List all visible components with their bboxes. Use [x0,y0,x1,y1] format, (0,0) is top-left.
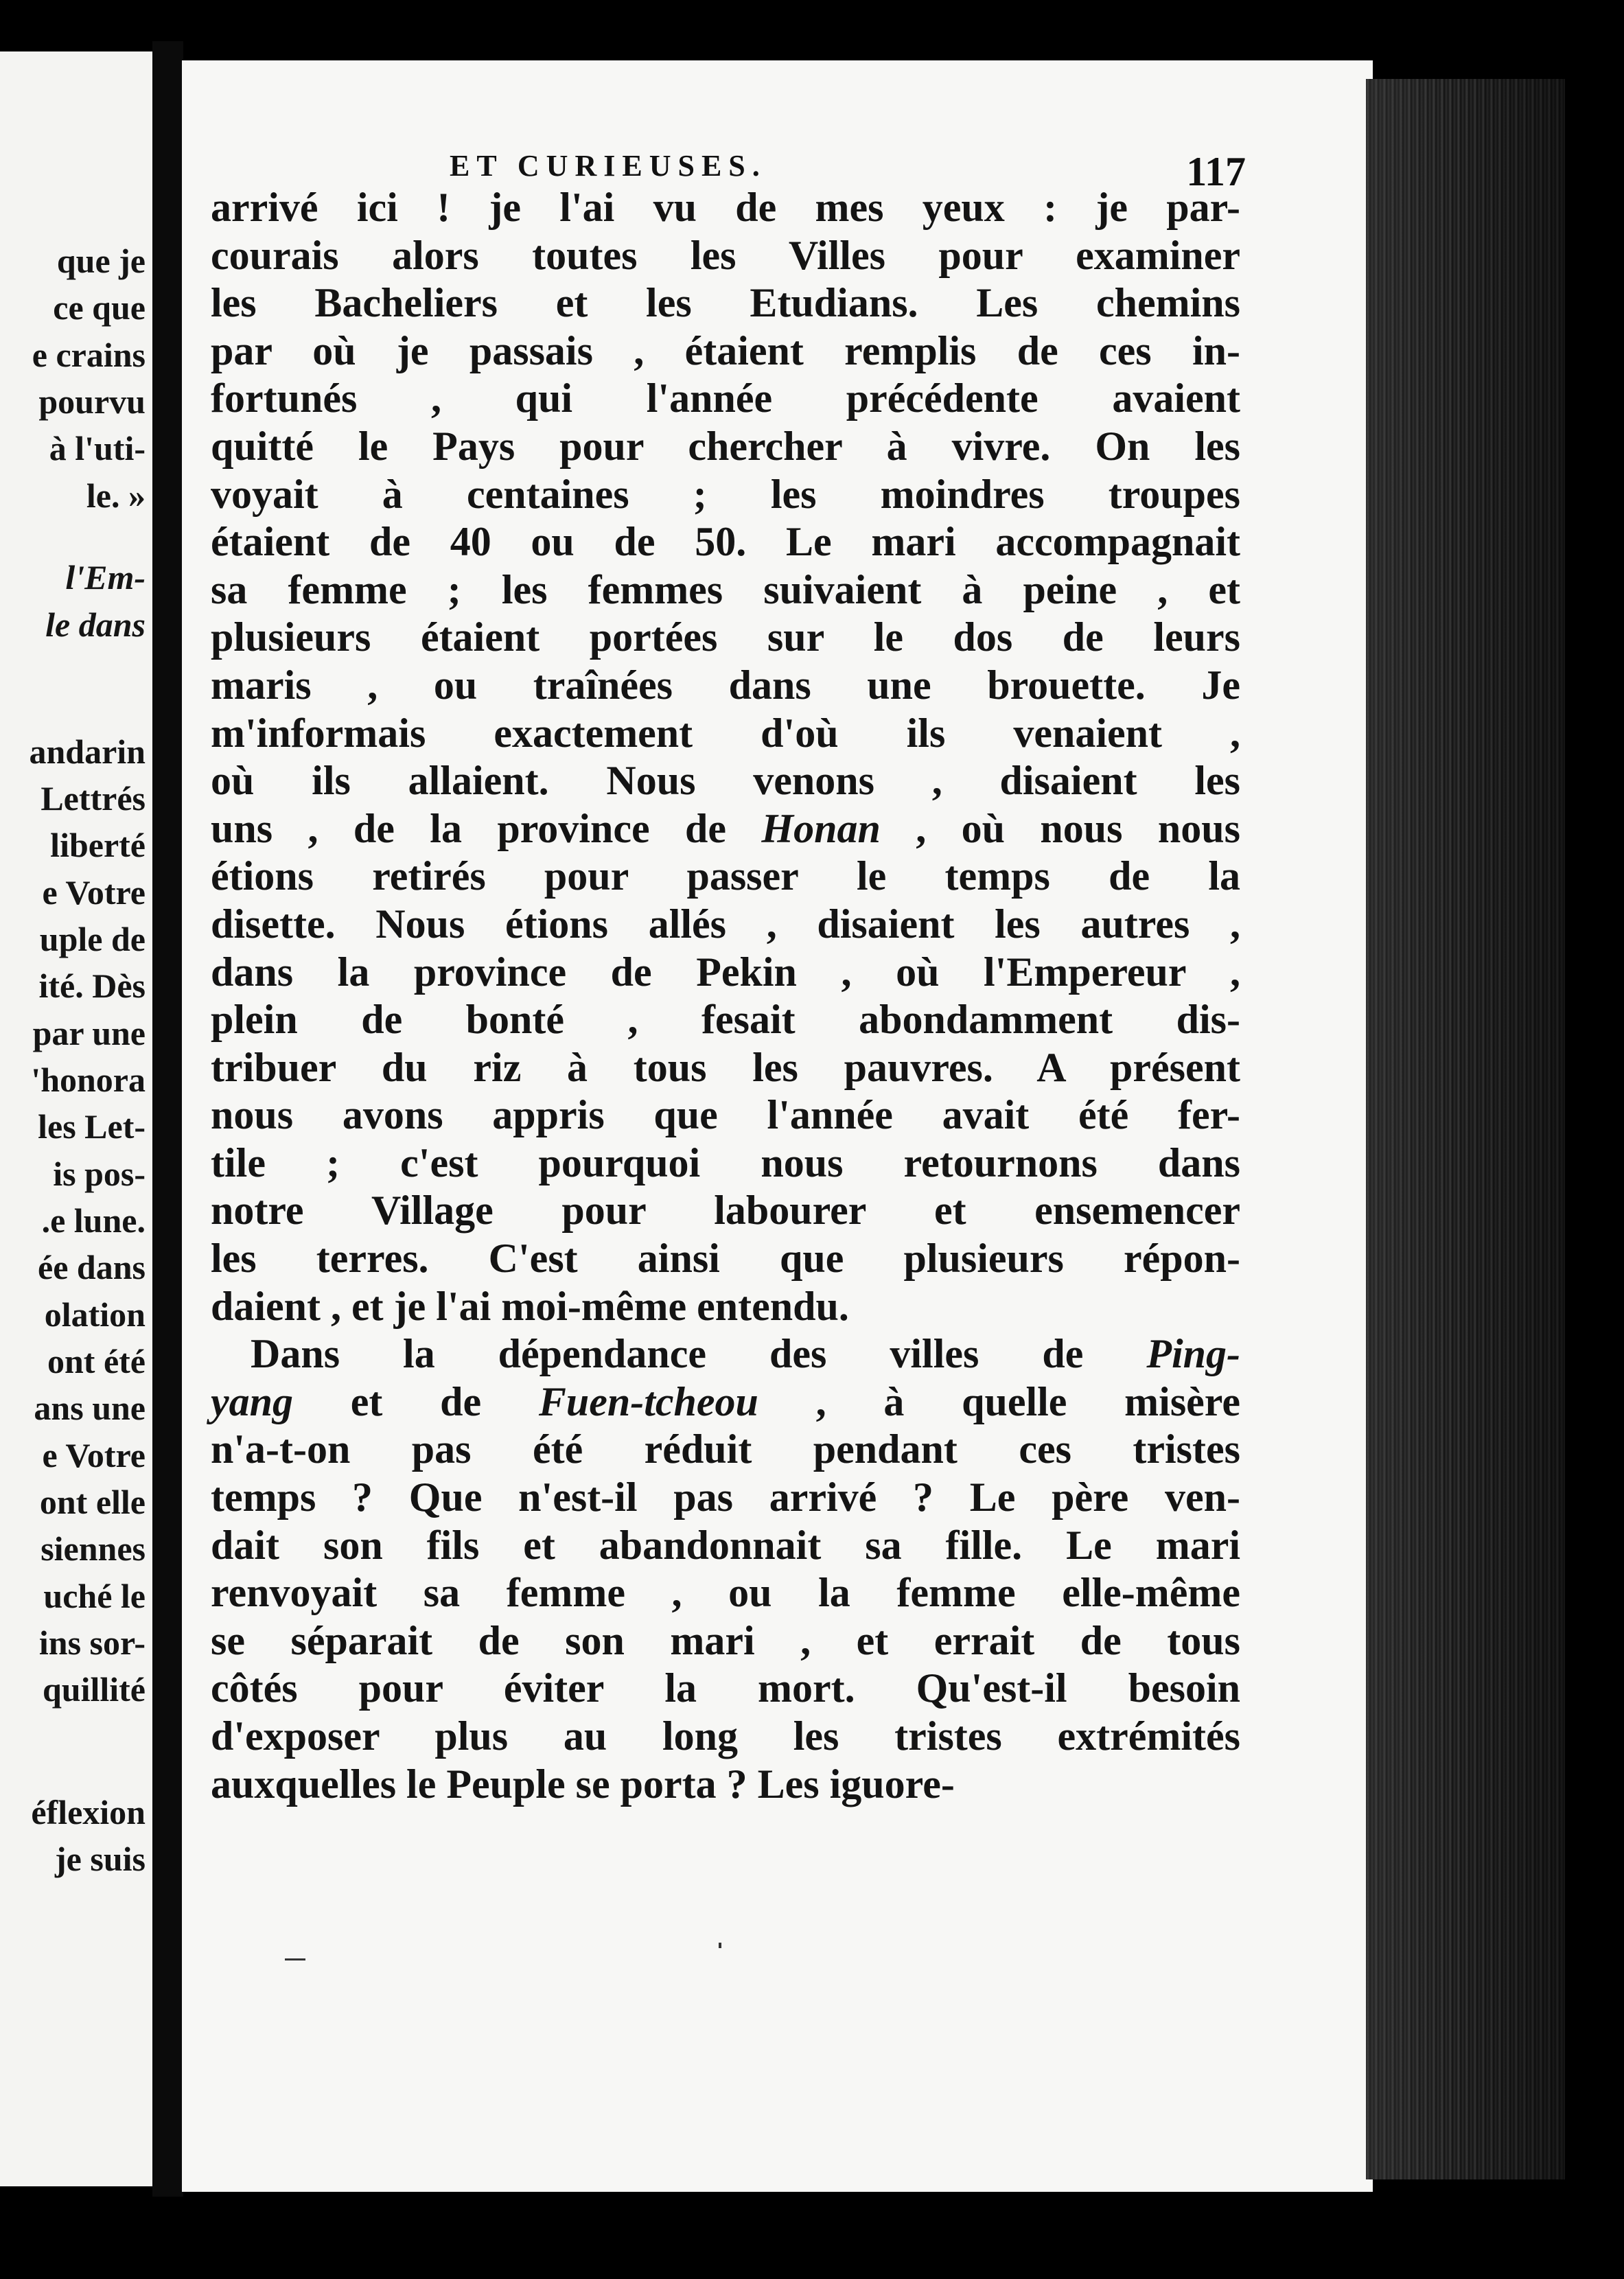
text-line [211,1283,1240,1331]
text-line [211,1617,1240,1665]
text-run: où ils allaient. Nous venons , disaient les [211,758,1240,804]
left-page-line: à l'uti- [49,429,146,467]
left-page-fragment [0,51,154,2186]
text-line [211,518,1240,566]
text-line [211,710,1240,758]
left-page-line: je suis [55,1840,146,1878]
text-line [211,1569,1240,1617]
text-line [211,662,1240,710]
ink-speck [285,1958,305,1960]
text-run: fortunés , qui l'année précédente avaient [211,375,1240,421]
italic-place-name: Ping- [1146,1331,1240,1377]
text-run: sa femme ; les femmes suivaient à peine , et [211,566,1240,612]
text-run: renvoyait sa femme , ou la femme elle-même [211,1570,1240,1616]
text-run: les Bacheliers et les Etudians. Les chemins [211,280,1240,326]
left-page-line: le dans [45,605,146,644]
text-run: , à quelle misère [758,1378,1240,1424]
book-page [182,60,1373,2192]
text-run: courais alors toutes les Villes pour examiner [211,232,1240,278]
text-line [211,184,1240,232]
text-line [211,1091,1240,1140]
running-head: ET CURIEUSES. [450,149,767,183]
text-line [211,901,1240,949]
text-run: étions retirés pour passer le temps de la [211,853,1240,899]
left-page-line: liberté [50,826,146,864]
text-line [211,375,1240,423]
left-page-line: ins sor- [38,1623,146,1662]
text-run: tribuer du riz à tous les pauvres. A présent [211,1044,1240,1090]
text-line [211,1474,1240,1522]
text-line [211,423,1240,471]
left-page-line: le. » [86,476,146,515]
text-run: les terres. C'est ainsi que plusieurs répon- [211,1236,1240,1282]
text-run: dans la province de Pekin , où l'Empereur , [211,949,1240,995]
left-page-line: ce que [53,288,146,327]
text-run: m'informais exactement d'où ils venaient , [211,710,1240,756]
left-page-line: ont été [47,1342,146,1380]
text-line [211,996,1240,1044]
left-page-line: ont elle [39,1483,146,1521]
left-page-line: andarin [29,732,146,771]
text-line [211,757,1240,805]
text-run: Dans la dépendance des villes de [251,1331,1147,1377]
text-run: temps ? Que n'est-il pas arrivé ? Le père ven- [211,1474,1240,1520]
left-page-line: l'Em- [65,558,146,597]
left-page-line: ans une [34,1389,146,1427]
body-text [211,184,1240,1808]
text-line [211,1330,1240,1378]
left-page-line: par une [32,1014,146,1052]
left-page-line: ité. Dès [38,967,146,1005]
text-run: étaient de 40 ou de 50. Le mari accompagnait [211,519,1240,565]
text-line [211,1378,1240,1426]
text-run: et de [293,1378,539,1424]
page-number: 117 [1186,149,1246,194]
left-page-line: e Votre [42,873,146,912]
text-line [211,1665,1240,1713]
ink-speck [719,1943,721,1948]
left-page-line: olation [44,1295,146,1334]
text-run: d'exposer plus au long les tristes extrémités [211,1713,1240,1759]
page-edges-block [1366,79,1565,2179]
left-page-line: éflexion [31,1793,146,1831]
left-page-line: 'honora [31,1061,146,1099]
text-run: disette. Nous étions allés , disaient les autres , [211,901,1240,947]
text-line [211,566,1240,614]
left-page-line: uple de [39,920,146,958]
text-run: auxquelles le Peuple se porta ? Les iguore- [211,1761,955,1807]
left-page-line: les Let- [38,1107,146,1146]
text-run: se séparait de son mari , et errait de tous [211,1617,1240,1663]
text-run: par où je passais , étaient remplis de ces in- [211,327,1240,373]
text-line [211,1044,1240,1092]
text-line [211,1713,1240,1761]
text-line [211,614,1240,662]
italic-place-name: Honan [761,805,881,851]
text-line [211,1761,1240,1809]
left-page-line: uché le [43,1577,146,1615]
text-run: , où nous nous [880,805,1240,851]
text-run: nous avons appris que l'année avait été fer- [211,1092,1240,1138]
left-page-line: e crains [32,336,146,374]
text-line [211,805,1240,853]
text-line [211,327,1240,375]
text-run: daient , et je l'ai moi-même entendu. [211,1283,849,1329]
text-line [211,949,1240,997]
text-run: plusieurs étaient portées sur le dos de leurs [211,614,1240,660]
left-page-line: is pos- [53,1155,146,1193]
text-line [211,471,1240,519]
text-run: dait son fils et abandonnait sa fille. Le mari [211,1522,1240,1568]
text-line [211,279,1240,327]
italic-place-name: Fuen-tcheou [538,1378,758,1424]
left-page-line: .e lune. [41,1201,146,1240]
text-run: maris , ou traînées dans une brouette. Je [211,662,1240,708]
text-line [211,1426,1240,1474]
text-run: côtés pour éviter la mort. Qu'est-il besoin [211,1665,1240,1711]
italic-place-name: yang [211,1378,293,1424]
text-run: plein de bonté , fesait abondamment dis- [211,997,1240,1043]
text-run: tile ; c'est pourquoi nous retournons dans [211,1140,1240,1185]
page-edges-shading [1366,79,1565,2179]
text-run: voyait à centaines ; les moindres troupes [211,471,1240,517]
left-page-line: e Votre [42,1436,146,1474]
left-page-line: quillité [42,1670,146,1709]
text-line [211,1187,1240,1235]
text-run: quitté le Pays pour chercher à vivre. On les [211,423,1240,469]
text-line [211,232,1240,280]
text-run: notre Village pour labourer et ensemencer [211,1188,1240,1234]
text-run: uns , de la province de [211,805,762,851]
left-page-line: siennes [40,1529,146,1568]
left-page-line: Lettrés [40,779,146,818]
text-line [211,853,1240,901]
text-line [211,1522,1240,1570]
left-page-line: ée dans [38,1248,146,1286]
book-gutter [152,41,183,2197]
left-page-line: pourvu [38,382,146,421]
text-line [211,1140,1240,1188]
left-page-line: que je [56,242,146,280]
text-run: arrivé ici ! je l'ai vu de mes yeux : je par- [211,185,1240,230]
text-line [211,1235,1240,1283]
text-run: n'a-t-on pas été réduit pendant ces tristes [211,1426,1240,1472]
